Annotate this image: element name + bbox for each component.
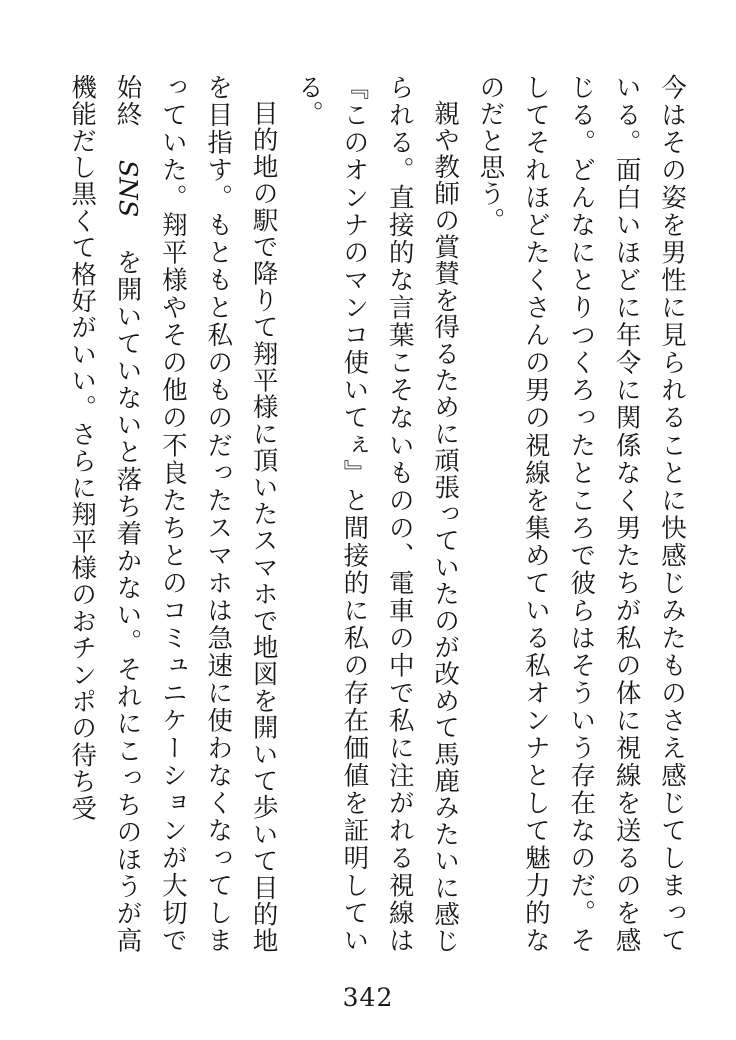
page-text-body — [42, 74, 694, 954]
paragraph-3: 目的地の駅で降りて翔平様に頂いたスマホで地図を開いて歩いて目的地を目指す。もともと私のものだったスマホは急速に使わなくなってしまっていた。翔平様やその他の不良たちとのコミュニケーションが大切で始終 SNS を開いていないと落ち着かない。それにこっちのほうが高機能だし黒くて格好がいい。さらに翔平様のおチンポの待ち受 — [67, 74, 279, 954]
latin-token: SNS — [112, 159, 143, 218]
quoted-phrase: 『このオンナのマンコ使いてぇ』 — [339, 74, 370, 487]
paragraph-1: 今はその姿を男性に見られることに快感じみたものさえ感じてしまっている。面白いほどに年令に関係なく男たちが私の体に視線を送るのを感じる。どんなにとりつくろったところで彼らはそういう存在なのだ。そしてそれほどたくさんの男の視線を集めている私オンナとして魅力的なのだと思う。 — [475, 74, 687, 954]
paragraph-2: 親や教師の賞賛を得るために頑張っていたのが改めて馬鹿みたいに感じられる。直接的な言葉こそないものの、電車の中で私に注がれる視線は『このオンナのマンコ使いてぇ』と間接的に私の存在価値を証明している。 — [294, 74, 461, 955]
page-number: 342 — [342, 983, 394, 1012]
